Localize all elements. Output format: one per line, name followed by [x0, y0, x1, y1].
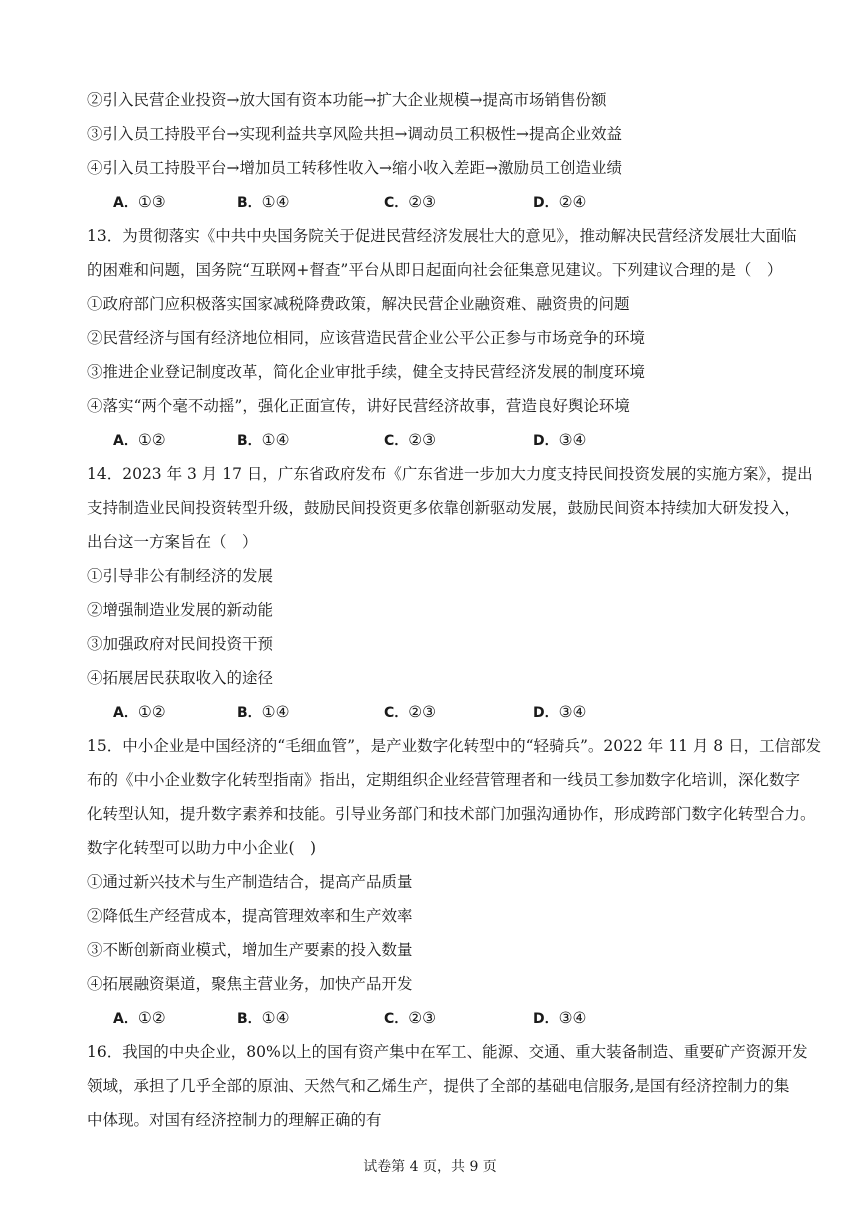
- q13-statement-3: ③推进企业登记制度改革，简化企业审批手续，健全支持民营经济发展的制度环境: [87, 363, 646, 381]
- q13-choice-b: B．①④: [237, 431, 290, 449]
- q15-answer-choices: [113, 1007, 793, 1029]
- q15-stem-line-4: 数字化转型可以助力中小企业( ): [87, 839, 317, 857]
- q15-statement-4: ④拓展融资渠道，聚焦主营业务，加快产品开发: [87, 975, 413, 993]
- q14-choice-d: D．③④: [533, 703, 587, 721]
- q14-stem-line-3: 出台这一方案旨在（ ）: [87, 533, 258, 551]
- q14-answer-choices: [113, 701, 793, 723]
- q14-choice-c: C．②③: [384, 703, 437, 721]
- q12-choice-d: D．②④: [533, 193, 587, 211]
- q14-stem-line-2: 支持制造业民间投资转型升级，鼓励民间投资更多依靠创新驱动发展，鼓励民间资本持续加大研发投入，: [87, 499, 801, 517]
- q15-statement-1: ①通过新兴技术与生产制造结合，提高产品质量: [87, 873, 413, 891]
- q15-stem-line-3: 化转型认知，提升数字素养和技能。引导业务部门和技术部门加强沟通协作，形成跨部门数字化转型合力。: [87, 805, 816, 823]
- q15-statement-3: ③不断创新商业模式，增加生产要素的投入数量: [87, 941, 413, 959]
- q13-stem-line-2: 的困难和问题，国务院“互联网+督查”平台从即日起面向社会征集意见建议。下列建议合理的是（ ）: [87, 261, 783, 279]
- q16-stem-line-1: 16．我国的中央企业，80%以上的国有资产集中在军工、能源、交通、重大装备制造、重要矿产资源开发: [87, 1043, 808, 1061]
- q14-choice-a: A．①②: [113, 703, 166, 721]
- q15-choice-d: D．③④: [533, 1009, 587, 1027]
- q15-choice-c: C．②③: [384, 1009, 437, 1027]
- q14-statement-4: ④拓展居民获取收入的途径: [87, 669, 274, 687]
- q13-statement-4: ④落实“两个毫不动摇”，强化正面宣传，讲好民营经济故事，营造良好舆论环境: [87, 397, 630, 415]
- q13-choice-d: D．③④: [533, 431, 587, 449]
- q14-statement-3: ③加强政府对民间投资干预: [87, 635, 274, 653]
- page-footer: 试卷第 4 页，共 9 页: [363, 1159, 497, 1175]
- q13-stem-line-1: 13．为贯彻落实《中共中央国务院关于促进民营经济发展壮大的意见》，推动解决民营经济发展壮大面临: [87, 227, 797, 245]
- q13-statement-2: ②民营经济与国有经济地位相同，应该营造民营企业公平公正参与市场竞争的环境: [87, 329, 646, 347]
- q15-choice-a: A．①②: [113, 1009, 166, 1027]
- q13-choice-c: C．②③: [384, 431, 437, 449]
- q12-choice-c: C．②③: [384, 193, 437, 211]
- q12-option-line-2: ②引入民营企业投资→放大国有资本功能→扩大企业规模→提高市场销售份额: [87, 91, 607, 109]
- q12-option-line-3: ③引入员工持股平台→实现利益共享风险共担→调动员工积极性→提高企业效益: [87, 125, 622, 143]
- q16-stem-line-2: 领域，承担了几乎全部的原油、天然气和乙烯生产，提供了全部的基础电信服务,是国有经济控制力的集: [87, 1077, 790, 1095]
- q15-statement-2: ②降低生产经营成本，提高管理效率和生产效率: [87, 907, 413, 925]
- q12-answer-choices: [113, 191, 793, 213]
- q13-choice-a: A．①②: [113, 431, 166, 449]
- q15-stem-line-2: 布的《中小企业数字化转型指南》指出，定期组织企业经营管理者和一线员工参加数字化培训，深化数字: [87, 771, 801, 789]
- q14-statement-2: ②增强制造业发展的新动能: [87, 601, 274, 619]
- q14-statement-1: ①引导非公有制经济的发展: [87, 567, 274, 585]
- q15-stem-line-1: 15．中小企业是中国经济的“毛细血管”，是产业数字化转型中的“轻骑兵”。2022 年 11 月 8 日，工信部发: [87, 737, 822, 755]
- q13-statement-1: ①政府部门应积极落实国家减税降费政策，解决民营企业融资难、融资贵的问题: [87, 295, 630, 313]
- q14-stem-line-1: 14．2023 年 3 月 17 日，广东省政府发布《广东省进一步加大力度支持民间投资发展的实施方案》，提出: [87, 465, 813, 483]
- q13-answer-choices: [113, 429, 793, 451]
- q15-choice-b: B．①④: [237, 1009, 290, 1027]
- q14-choice-b: B．①④: [237, 703, 290, 721]
- q12-choice-a: A．①③: [113, 193, 166, 211]
- q12-choice-b: B．①④: [237, 193, 290, 211]
- q16-stem-line-3: 中体现。对国有经济控制力的理解正确的有: [87, 1111, 382, 1129]
- q12-option-line-4: ④引入员工持股平台→增加员工转移性收入→缩小收入差距→激励员工创造业绩: [87, 159, 622, 177]
